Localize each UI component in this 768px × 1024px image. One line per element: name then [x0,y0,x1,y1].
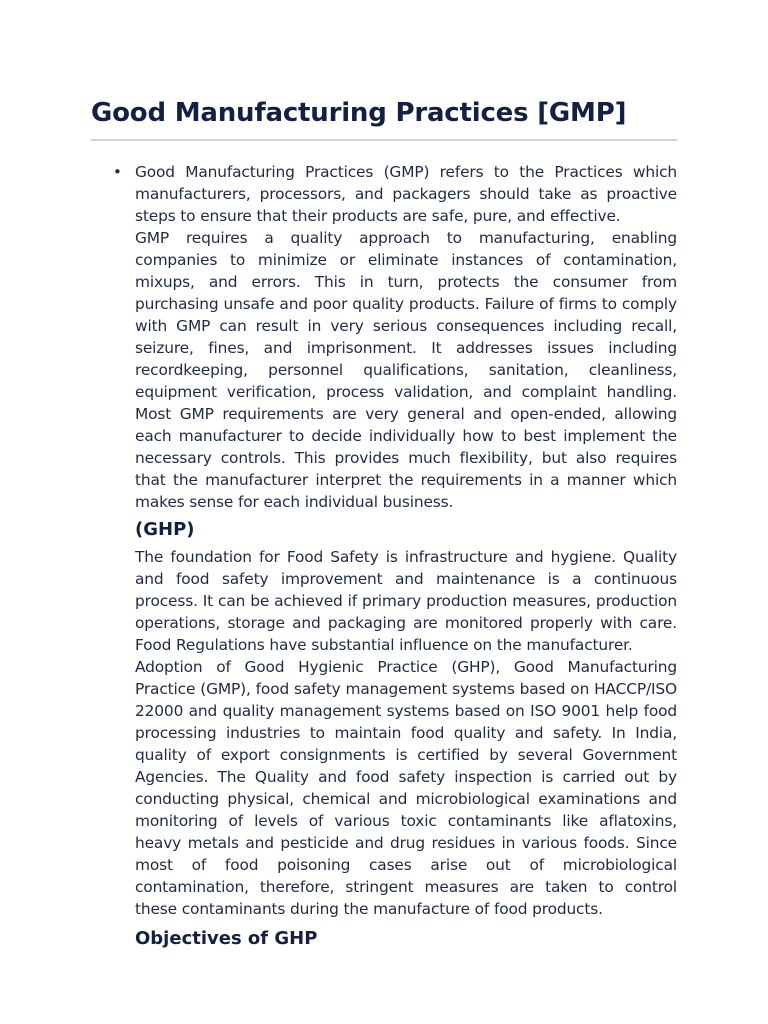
list-item [91,161,677,952]
bullet-icon: • [113,163,122,181]
content-list [91,161,677,952]
ghp-heading: (GHP) [135,519,195,540]
gmp-requirements-paragraph: GMP requires a quality approach to manufacturing, enabling companies to minimize or eliminate instances of contamination, mixups, and errors. This in turn, protects the consumer from purchasing unsafe and poor quality products. Failure of firms to comply with GMP can result in very serious consequences including recall, seizure, fines, and imprisonment. It addresses issues including recordkeeping, personnel qualifications, sanitation, cleanliness, equipment verification, process validation, and complaint handling. Most GMP requirements are very general and open-ended, allowing each manufacturer to decide individually how to best implement the necessary controls. This provides much flexibility, but also requires that the manufacturer interpret the requirements in a manner which makes sense for each individual business. [135,229,677,511]
ghp-adoption-paragraph: Adoption of Good Hygienic Practice (GHP), Good Manufacturing Practice (GMP), food safety management systems based on HACCP/ISO 22000 and quality management systems based on ISO 9001 help food processing industries to maintain food quality and safety. In India, quality of export consignments is certified by several Government Agencies. The Quality and food safety inspection is carried out by conducting physical, chemical and microbiological examinations and monitoring of levels of various toxic contaminants like aflatoxins, heavy metals and pesticide and drug residues in various foods. Since most of food poisoning cases arise out of microbiological contamination, therefore, stringent measures are taken to control these contaminants during the manufacture of food products. [135,658,677,918]
food-safety-paragraph: The foundation for Food Safety is infrastructure and hygiene. Quality and food safety improvement and maintenance is a continuous process. It can be achieved if primary production measures, production operations, storage and packaging are monitored properly with care. Food Regulations have substantial influence on the manufacturer. [135,548,677,654]
page-title: Good Manufacturing Practices [GMP] [91,98,627,128]
title-divider [91,139,677,141]
gmp-definition-paragraph: Good Manufacturing Practices (GMP) refers to the Practices which manufacturers, processors, and packagers should take as proactive steps to ensure that their products are safe, pure, and effective. [135,163,677,225]
document-page [91,96,677,955]
objectives-heading: Objectives of GHP [135,928,318,949]
